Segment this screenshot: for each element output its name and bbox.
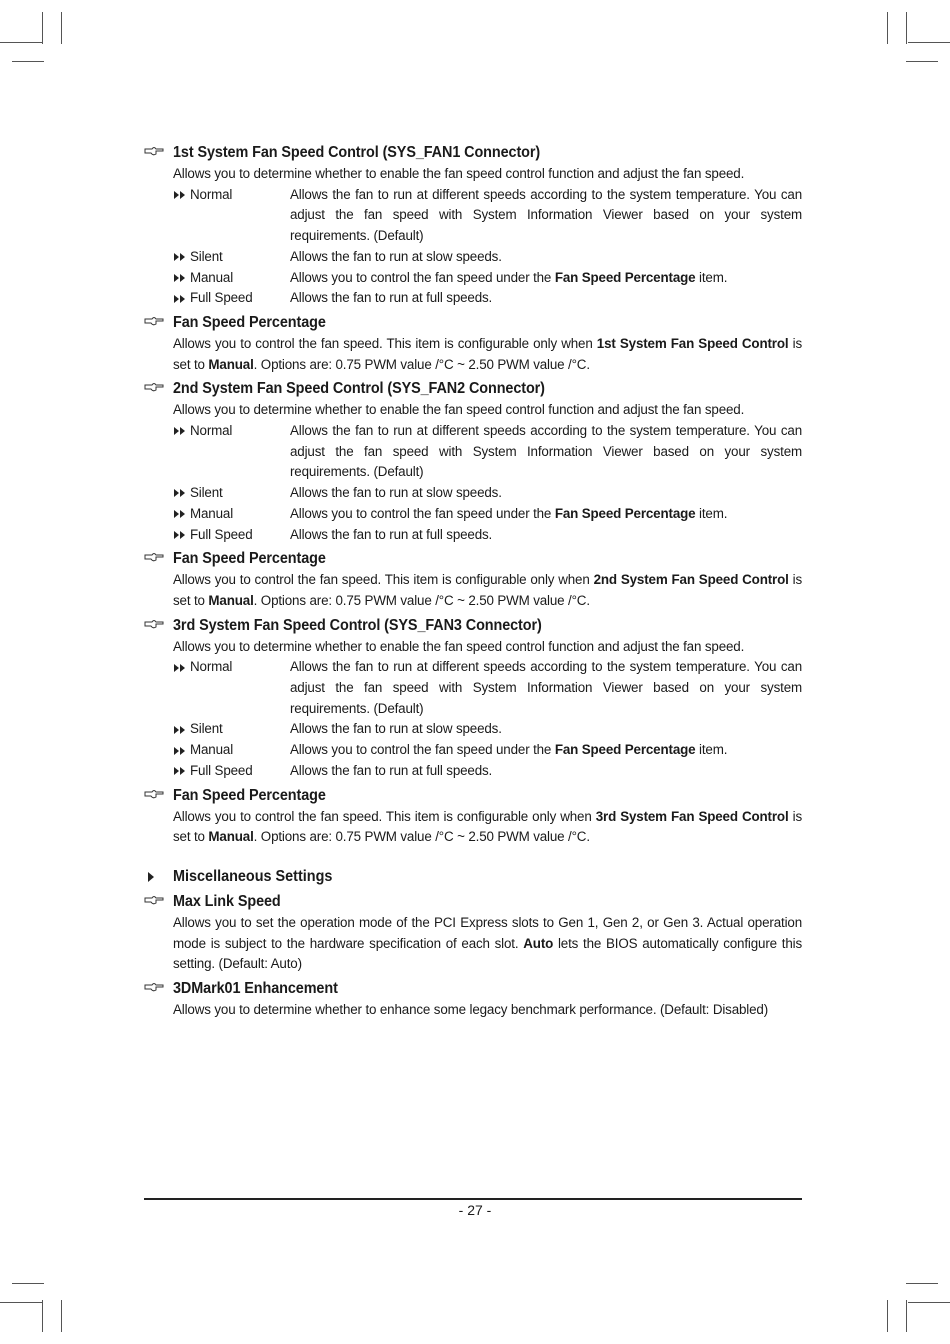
- crop-mark: [906, 61, 938, 62]
- option-description: Allows the fan to run at different speeds according to the system temperature. You can adjust the fan speed with System Information Viewer based on your system requirements. (Default): [290, 423, 802, 480]
- setting-description: Allows you to determine whether to enable the fan speed control function and adjust the fan speed.: [173, 402, 745, 418]
- option-description: Allows you to control the fan speed under the Fan Speed Percentage item.: [290, 742, 728, 758]
- setting-section: [144, 142, 802, 309]
- double-arrow-icon: [173, 252, 187, 262]
- setting-title: Fan Speed Percentage: [173, 550, 326, 568]
- double-arrow-icon: [173, 725, 187, 735]
- setting-section: [144, 785, 802, 848]
- option-description: Allows the fan to run at slow speeds.: [290, 248, 502, 264]
- pointing-hand-icon: [144, 981, 164, 993]
- crop-mark: [61, 1300, 62, 1332]
- pointing-hand-icon: [144, 618, 164, 630]
- option-name: Full Speed: [190, 526, 253, 542]
- setting-section: [144, 891, 802, 975]
- crop-mark: [0, 42, 42, 43]
- double-arrow-icon: [173, 509, 187, 519]
- setting-title: 2nd System Fan Speed Control (SYS_FAN2 Connector): [173, 380, 545, 398]
- crop-mark: [42, 12, 43, 44]
- option-name: Manual: [190, 742, 234, 758]
- setting-description: Allows you to determine whether to enhance some legacy benchmark performance. (Default: Disabled): [173, 1002, 769, 1018]
- option-name: Silent: [190, 248, 223, 264]
- option-name: Silent: [190, 721, 223, 737]
- setting-description: Allows you to control the fan speed. This item is configurable only when 2nd System Fan Speed Control is set to Manual. Options are: 0.75 PWM value /°C ~ 2.50 PWM value /°C.: [173, 572, 802, 608]
- pointing-hand-icon: [144, 894, 164, 906]
- option-row: [173, 483, 802, 504]
- option-description: Allows the fan to run at slow speeds.: [290, 485, 502, 501]
- pointing-hand-icon: [144, 381, 164, 393]
- crop-mark: [906, 12, 907, 44]
- option-row: [173, 504, 802, 525]
- crop-mark: [42, 1300, 43, 1332]
- option-row: [173, 657, 802, 719]
- setting-section: [144, 615, 802, 782]
- pointing-hand-icon: [144, 788, 164, 800]
- option-description: Allows the fan to run at full speeds.: [290, 762, 493, 778]
- double-arrow-icon: [173, 488, 187, 498]
- setting-title: Max Link Speed: [173, 892, 281, 910]
- setting-section: [144, 978, 802, 1021]
- option-name: Manual: [190, 505, 234, 521]
- setting-description: Allows you to determine whether to enable the fan speed control function and adjust the fan speed.: [173, 638, 745, 654]
- setting-title: 3DMark01 Enhancement: [173, 980, 338, 998]
- option-row: [173, 247, 802, 268]
- option-description: Allows the fan to run at different speeds according to the system temperature. You can adjust the fan speed with System Information Viewer based on your system requirements. (Default): [290, 186, 802, 244]
- double-arrow-icon: [173, 746, 187, 756]
- setting-section: [144, 312, 802, 375]
- double-arrow-icon: [173, 426, 187, 436]
- setting-title: Fan Speed Percentage: [173, 786, 326, 804]
- option-description: Allows the fan to run at different speeds according to the system temperature. You can adjust the fan speed with System Information Viewer based on your system requirements. (Default): [290, 659, 802, 716]
- crop-mark: [0, 1302, 42, 1303]
- double-arrow-icon: [173, 766, 187, 776]
- option-description: Allows the fan to run at full speeds.: [290, 526, 493, 542]
- option-name: Manual: [190, 269, 234, 285]
- page-number: - 27 -: [458, 1202, 492, 1218]
- setting-description: Allows you to determine whether to enable the fan speed control function and adjust the fan speed.: [173, 166, 745, 181]
- option-row: [173, 421, 802, 483]
- option-name: Full Speed: [190, 290, 253, 306]
- option-row: [173, 740, 802, 761]
- setting-description: Allows you to control the fan speed. This item is configurable only when 1st System Fan Speed Control is set to Manual. Options are: 0.75 PWM value /°C ~ 2.50 PWM value /°C.: [173, 335, 802, 372]
- crop-mark: [906, 1300, 907, 1332]
- option-name: Silent: [190, 485, 223, 501]
- pointing-hand-icon: [144, 551, 164, 563]
- double-arrow-icon: [173, 530, 187, 540]
- crop-mark: [887, 1300, 888, 1332]
- setting-description: Allows you to set the operation mode of the PCI Express slots to Gen 1, Gen 2, or Gen 3. Actual operation mode is subject to the hardware specification of each slot. Auto lets the BIOS automatically configure this setting. (Default: Auto): [173, 914, 802, 972]
- setting-section: [144, 378, 802, 545]
- crop-mark: [61, 12, 62, 44]
- triangle-right-icon: [147, 871, 155, 883]
- pointing-hand-icon: [144, 145, 164, 157]
- option-description: Allows the fan to run at full speeds.: [290, 290, 493, 306]
- page-content: [144, 142, 802, 1024]
- option-description: Allows you to control the fan speed under the Fan Speed Percentage item.: [290, 269, 728, 285]
- crop-mark: [908, 1302, 950, 1303]
- crop-mark: [906, 1283, 938, 1284]
- setting-description: Allows you to control the fan speed. This item is configurable only when 3rd System Fan Speed Control is set to Manual. Options are: 0.75 PWM value /°C ~ 2.50 PWM value /°C.: [173, 808, 802, 845]
- option-description: Allows you to control the fan speed under the Fan Speed Percentage item.: [290, 505, 728, 521]
- option-name: Normal: [190, 659, 233, 675]
- option-row: [173, 719, 802, 740]
- option-name: Normal: [190, 186, 233, 202]
- double-arrow-icon: [173, 273, 187, 283]
- option-row: [173, 761, 802, 782]
- option-row: [173, 185, 802, 247]
- setting-title: 1st System Fan Speed Control (SYS_FAN1 Connector): [173, 144, 541, 161]
- double-arrow-icon: [173, 663, 187, 673]
- misc-settings-heading: [144, 866, 802, 888]
- option-name: Normal: [190, 423, 233, 439]
- crop-mark: [887, 12, 888, 44]
- double-arrow-icon: [173, 294, 187, 304]
- pointing-hand-icon: [144, 315, 164, 327]
- setting-title: Fan Speed Percentage: [173, 313, 326, 331]
- option-name: Full Speed: [190, 762, 253, 778]
- option-row: [173, 525, 802, 546]
- option-row: [173, 268, 802, 289]
- setting-section: [144, 548, 802, 611]
- crop-mark: [12, 1283, 44, 1284]
- option-description: Allows the fan to run at slow speeds.: [290, 721, 502, 737]
- footer-divider: [144, 1198, 802, 1200]
- double-arrow-icon: [173, 190, 187, 200]
- crop-mark: [12, 61, 44, 62]
- option-row: [173, 288, 802, 309]
- misc-title: Miscellaneous Settings: [173, 867, 333, 885]
- crop-mark: [908, 42, 950, 43]
- setting-title: 3rd System Fan Speed Control (SYS_FAN3 Connector): [173, 616, 542, 634]
